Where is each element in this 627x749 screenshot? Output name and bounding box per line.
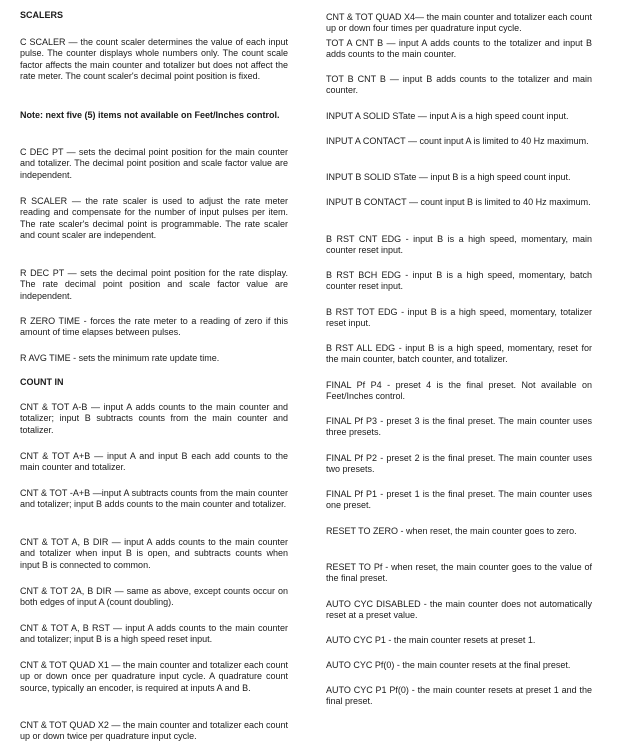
input-b-solid-state-entry: INPUT B SOLID STate — input B is a high speed count input. <box>326 172 571 182</box>
tot-b-cnt-b-entry: TOT B CNT B — input B adds counts to the totalizer and main counter. <box>326 74 592 96</box>
cnt-tot-quad-x1-entry: CNT & TOT QUAD X1 — the main counter and totalizer each count up or down once per quadrature input cycle. A quadrature count source, typically an encoder, is required at inputs A and B. <box>20 660 288 693</box>
final-pf-p1-entry: FINAL Pf P1 - preset 1 is the final preset. The main counter uses one preset. <box>326 489 592 511</box>
cnt-tot-neg-a-plus-b-entry: CNT & TOT -A+B —input A subtracts counts from the main counter and totalizer; input B adds counts to the main counter and totalizer. <box>20 488 288 510</box>
b-rst-tot-edg-entry: B RST TOT EDG - input B is a high speed, momentary, totalizer reset input. <box>326 307 592 329</box>
cnt-tot-2a-b-dir-entry: CNT & TOT 2A, B DIR — same as above, except counts occur on both edges of input A (count doubling). <box>20 586 288 608</box>
b-rst-bch-edg-entry: B RST BCH EDG - input B is a high speed, momentary, batch counter reset input. <box>326 270 592 292</box>
b-rst-cnt-edg-entry: B RST CNT EDG - input B is a high speed, momentary, main counter reset input. <box>326 234 592 256</box>
c-scaler-entry: C SCALER — the count scaler determines the value of each input pulse. The counter displays whole numbers only. The count scale factor affects the main counter and totalizer but does not affect the rate meter. The count scaler's decimal point position is fixed. <box>20 37 288 82</box>
heading-scalers: SCALERS <box>20 10 64 20</box>
cnt-tot-a-plus-b-entry: CNT & TOT A+B — input A and input B each add counts to the main counter and totalizer. <box>20 451 288 473</box>
cnt-tot-a-minus-b-entry: CNT & TOT A-B — input A adds counts to the main counter and totalizer; input B subtracts counts from the main counter and totalizer. <box>20 402 288 435</box>
auto-cyc-disabled-entry: AUTO CYC DISABLED - the main counter does not automatically reset at a preset value. <box>326 599 592 621</box>
r-scaler-entry: R SCALER — the rate scaler is used to adjust the rate meter reading and compensate for the number of input pulses per item. The rate scaler's decimal point is programmable. The rate scaler and count scaler are independent. <box>20 196 288 241</box>
final-pf-p2-entry: FINAL Pf P2 - preset 2 is the final preset. The main counter uses two presets. <box>326 453 592 475</box>
cnt-tot-quad-x2-entry: CNT & TOT QUAD X2 — the main counter and totalizer each count up or down twice per quadrature input cycle. <box>20 720 288 742</box>
final-pf-p3-entry: FINAL Pf P3 - preset 3 is the final preset. The main counter uses three presets. <box>326 416 592 438</box>
r-dec-pt-entry: R DEC PT — sets the decimal point position for the rate display. The rate decimal point position and scale factor value are independent. <box>20 268 288 301</box>
tot-a-cnt-b-entry: TOT A CNT B — input A adds counts to the totalizer and input B adds counts to the main counter. <box>326 38 592 60</box>
auto-cyc-p1-entry: AUTO CYC P1 - the main counter resets at preset 1. <box>326 635 536 645</box>
b-rst-all-edg-entry: B RST ALL EDG - input B is a high speed, momentary, reset for the main counter, batch counter, and totalizer. <box>326 343 592 365</box>
reset-to-zero-entry: RESET TO ZERO - when reset, the main counter goes to zero. <box>326 526 577 536</box>
heading-count-in: COUNT IN <box>20 377 64 387</box>
cnt-tot-quad-x4-entry: CNT & TOT QUAD X4— the main counter and totalizer each count up or down four times per quadrature input cycle. <box>326 12 592 34</box>
auto-cyc-p1-pf0-entry: AUTO CYC P1 Pf(0) - the main counter resets at preset 1 and the final preset. <box>326 685 592 707</box>
feet-inches-note: Note: next five (5) items not available on Feet/Inches control. <box>20 110 280 120</box>
r-zero-time-entry: R ZERO TIME - forces the rate meter to a reading of zero if this amount of time elapses between pulses. <box>20 316 288 338</box>
final-pf-p4-entry: FINAL Pf P4 - preset 4 is the final preset. Not available on Feet/Inches control. <box>326 380 592 402</box>
input-a-solid-state-entry: INPUT A SOLID STate — input A is a high speed count input. <box>326 111 569 121</box>
cnt-tot-a-b-rst-entry: CNT & TOT A, B RST — input A adds counts to the main counter and totalizer; input B is a high speed reset input. <box>20 623 288 645</box>
input-b-contact-entry: INPUT B CONTACT — count input B is limited to 40 Hz maximum. <box>326 197 591 207</box>
reset-to-pf-entry: RESET TO Pf - when reset, the main counter goes to the value of the final preset. <box>326 562 592 584</box>
cnt-tot-a-b-dir-entry: CNT & TOT A, B DIR — input A adds counts to the main counter and totalizer when input B is open, and subtracts counts when input B is connected to common. <box>20 537 288 570</box>
r-avg-time-entry: R AVG TIME - sets the minimum rate update time. <box>20 353 220 363</box>
auto-cyc-pf0-entry: AUTO CYC Pf(0) - the main counter resets at the final preset. <box>326 660 571 670</box>
input-a-contact-entry: INPUT A CONTACT — count input A is limited to 40 Hz maximum. <box>326 136 589 146</box>
c-dec-pt-entry: C DEC PT — sets the decimal point position for the main counter and totalizer. The decimal point position and scale factor value are independent. <box>20 147 288 180</box>
